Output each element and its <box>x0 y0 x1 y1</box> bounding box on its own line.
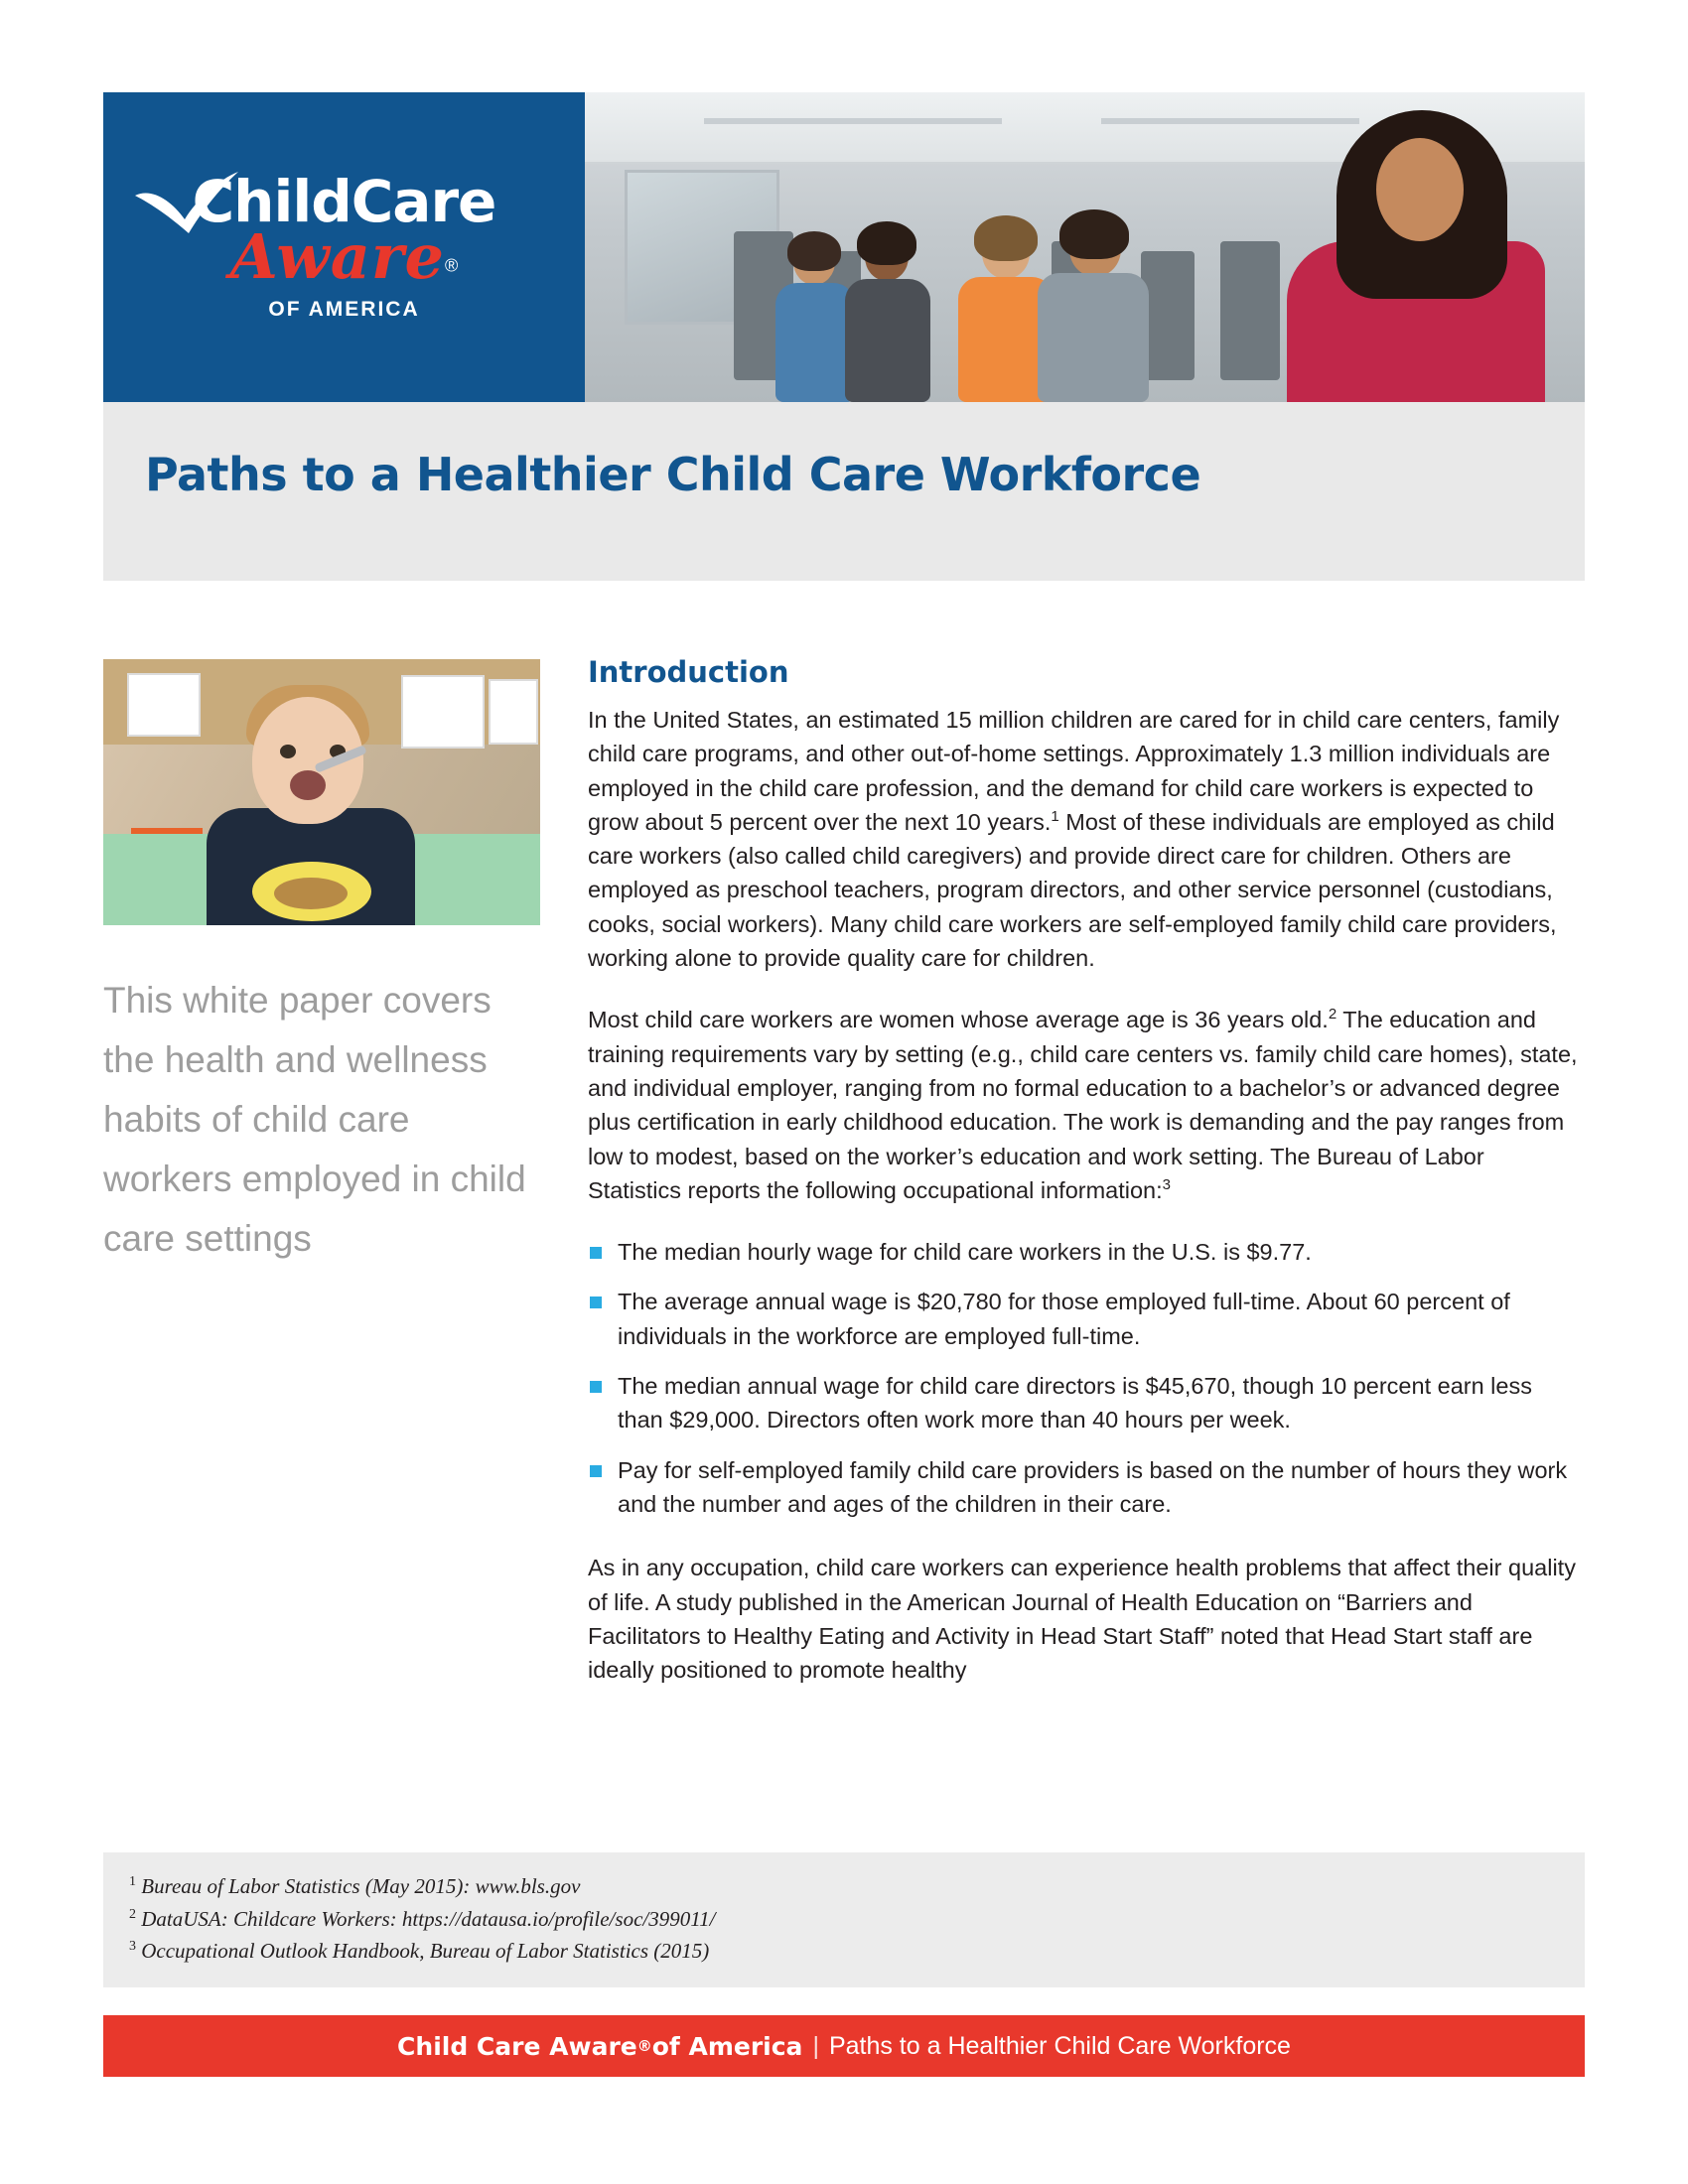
paragraph-3: As in any occupation, child care workers can experience health problems that affect their quality of life. A study published in the American Journal of Health Education on “Barriers and Facilitators to Healthy Eating and Activity in Head Start Staff” noted that Head Start staff are ideally positioned to promote healthy <box>588 1555 1576 1684</box>
bulleted-list <box>588 1235 1583 1521</box>
list-item: The median hourly wage for child care workers in the U.S. is $9.77. <box>588 1235 1583 1269</box>
brand-logo <box>103 92 585 402</box>
footnote-text: Occupational Outlook Handbook, Bureau of Labor Statistics (2015) <box>136 1939 710 1964</box>
footnotes-block <box>103 1852 1585 1987</box>
list-item: Pay for self-employed family child care providers is based on the number of hours they work and the number and ages of the children in their care. <box>588 1453 1583 1522</box>
header-photo <box>585 92 1585 402</box>
footer-brand: Child Care Aware <box>397 2031 637 2061</box>
footer-brand-tail: of America <box>651 2031 803 2061</box>
footnote-2 <box>129 1903 1585 1936</box>
left-column <box>103 659 540 1269</box>
logo-tagline: OF AMERICA <box>268 298 420 321</box>
paragraph-1-text-b: Most of these individuals are employed as child care workers (also called child caregivers) and provide direct care for children. Others are employed as preschool teachers, program directors, and other service personnel (custodians, cooks, social workers). Many child care workers are self-employed family child care providers, working alone to provide quality care for children. <box>588 808 1557 972</box>
footnote-3 <box>129 1935 1585 1968</box>
list-item: The median annual wage for child care directors is $45,670, though 10 percent earn less than $29,000. Directors often work more than 40 hours per week. <box>588 1369 1583 1437</box>
footer-bar <box>103 2015 1585 2077</box>
child-photo <box>103 659 540 925</box>
paragraph-2 <box>588 1003 1583 1207</box>
footnote-1 <box>129 1852 1585 1903</box>
pull-quote: This white paper covers the health and wellness habits of child care workers employed in child care settings <box>103 980 526 1259</box>
document-header <box>103 92 1585 402</box>
list-item: The average annual wage is $20,780 for those employed full-time. About 60 percent of individuals in the workforce are employed full-time. <box>588 1285 1583 1353</box>
page-title: Paths to a Healthier Child Care Workforce <box>145 448 1201 501</box>
footnote-ref-2: 2 <box>1328 1006 1337 1024</box>
footer-title: Paths to a Healthier Child Care Workforce <box>828 2031 1291 2060</box>
logo-wordmark-script: Aware® <box>229 220 459 293</box>
paragraph-1-text-a: In the United States, an estimated 15 million children are cared for in child care centers, family child care programs, and other out-of-home settings. Approximately 1.3 million individuals are employed in the child care profession, and the demand for child care workers is expected to grow about 5 percent over the next 10 years. <box>588 707 1560 835</box>
paragraph-2-text-a: Most child care workers are women whose average age is 36 years old. <box>588 1007 1329 1033</box>
footer-separator: | <box>812 2031 819 2060</box>
footer-registered-mark: ® <box>636 2037 652 2055</box>
footnote-text: DataUSA: Childcare Workers: https://datausa.io/profile/soc/399011/ <box>136 1906 716 1931</box>
logo-care-text: Care <box>351 168 496 235</box>
main-content <box>588 655 1583 1714</box>
logo-wordmark-top <box>192 168 496 235</box>
footnote-marker: 1 <box>129 1874 136 1889</box>
section-heading-introduction: Introduction <box>588 655 789 689</box>
logo-child-text: Child <box>192 168 352 235</box>
paragraph-1 <box>588 703 1583 975</box>
footnote-marker: 3 <box>129 1939 136 1955</box>
footnote-ref-1: 1 <box>1051 808 1059 826</box>
footnote-marker: 2 <box>129 1906 136 1922</box>
paragraph-2-text-b: The education and training requirements vary by setting (e.g., child care centers vs. family child care homes), state, and individual employer, ranging from no formal education to a bachelor’s or advanced degree plus certification in early childhood education. The work is demanding and the pay ranges from low to modest, based on the worker’s education and work setting. The Bureau of Labor Statistics reports the following occupational information: <box>588 1007 1578 1203</box>
registered-mark: ® <box>444 255 459 276</box>
footnote-ref-3: 3 <box>1162 1176 1171 1194</box>
title-band <box>103 402 1585 581</box>
footnote-text: Bureau of Labor Statistics (May 2015): www.bls.gov <box>136 1874 581 1898</box>
